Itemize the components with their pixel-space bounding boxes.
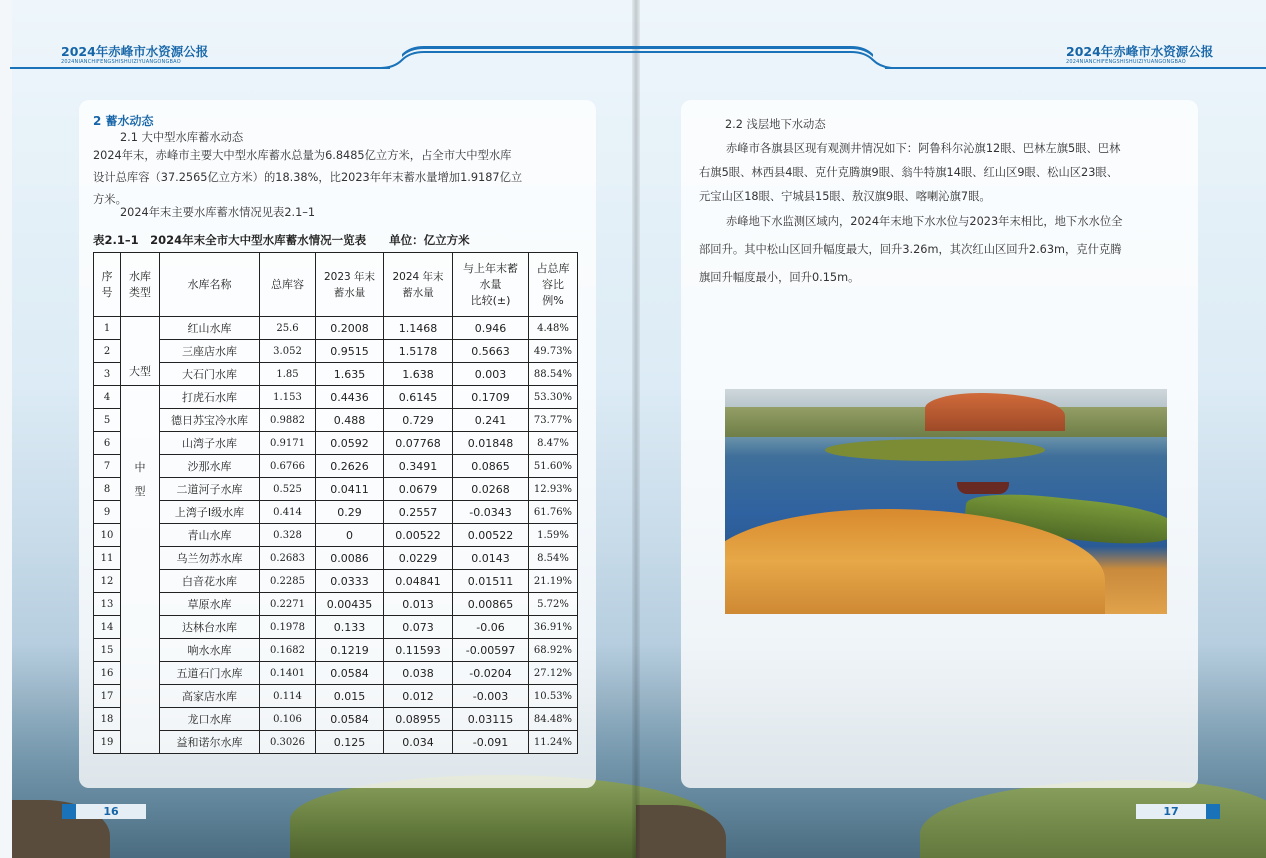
cell-storage-2024: 0.6145	[384, 386, 453, 409]
table-row	[94, 478, 578, 501]
cell-ratio: 8.54%	[529, 547, 578, 570]
cell-storage-2024: 0.04841	[384, 570, 453, 593]
cell-ratio: 36.91%	[529, 616, 578, 639]
cell-storage-2024: 0.729	[384, 409, 453, 432]
table-reference: 2024年末主要水库蓄水情况见表2.1–1	[120, 206, 316, 219]
paragraph-line: 部回升。其中松山区回升幅度最大，回升3.26m，其次红山区回升2.63m，克什克腾	[699, 243, 1122, 256]
header-arc	[380, 44, 895, 74]
paragraph-line: 元宝山区18眼、宁城县15眼、敖汉旗9眼、喀喇沁旗7眼。	[699, 190, 991, 203]
cell-storage-2024: 0.0679	[384, 478, 453, 501]
table-row	[94, 639, 578, 662]
cell-name: 五道石门水库	[160, 662, 260, 685]
subsection-title-2-2: 2.2 浅层地下水动态	[725, 118, 826, 131]
cell-storage-2024: 0.07768	[384, 432, 453, 455]
cell-storage-2023: 0.2626	[316, 455, 384, 478]
table-row	[94, 524, 578, 547]
cell-capacity: 0.1978	[260, 616, 316, 639]
cell-name: 大石门水库	[160, 363, 260, 386]
table-row	[94, 547, 578, 570]
cell-storage-2024: 0.012	[384, 685, 453, 708]
cell-ratio: 27.12%	[529, 662, 578, 685]
cell-name: 草原水库	[160, 593, 260, 616]
cell-capacity: 0.2285	[260, 570, 316, 593]
cell-type-medium	[121, 386, 160, 754]
header-storage-2023: 2023 年末 蓄水量	[316, 253, 384, 317]
cell-change: 0.0268	[453, 478, 529, 501]
cell-storage-2023: 0.4436	[316, 386, 384, 409]
cell-capacity: 1.153	[260, 386, 316, 409]
table-row	[94, 685, 578, 708]
paragraph-line: 2024年末，赤峰市主要大中型水库蓄水总量为6.8485亿立方米，占全市大中型水库	[93, 149, 512, 162]
cell-capacity: 0.114	[260, 685, 316, 708]
cell-storage-2023: 0.2008	[316, 317, 384, 340]
page-number-right: 17	[1136, 804, 1220, 819]
header-seq: 序 号	[94, 253, 121, 317]
cell-storage-2024: 0.3491	[384, 455, 453, 478]
cell-capacity: 0.328	[260, 524, 316, 547]
cell-capacity: 0.2683	[260, 547, 316, 570]
cell-change: -0.00597	[453, 639, 529, 662]
cell-name: 龙口水库	[160, 708, 260, 731]
cell-seq: 19	[94, 731, 121, 754]
cell-capacity: 0.1401	[260, 662, 316, 685]
cell-name: 德日苏宝冷水库	[160, 409, 260, 432]
cell-storage-2024: 0.08955	[384, 708, 453, 731]
cell-seq: 11	[94, 547, 121, 570]
type-medium-char: 中	[134, 461, 146, 474]
cell-storage-2023: 0	[316, 524, 384, 547]
header-capacity: 总库容	[260, 253, 316, 317]
table-caption: 表2.1–1 2024年末全市大中型水库蓄水情况一览表 单位：亿立方米	[93, 233, 470, 247]
cell-change: 0.00522	[453, 524, 529, 547]
table-row	[94, 616, 578, 639]
cell-type-large: 大型	[121, 317, 160, 386]
cell-capacity: 0.3026	[260, 731, 316, 754]
cell-ratio: 51.60%	[529, 455, 578, 478]
cell-seq: 4	[94, 386, 121, 409]
book-gutter	[632, 0, 640, 858]
table-row	[94, 593, 578, 616]
header-ratio: 占总库 容比 例%	[529, 253, 578, 317]
cell-change: 0.1709	[453, 386, 529, 409]
cell-storage-2024: 1.5178	[384, 340, 453, 363]
cell-storage-2024: 0.034	[384, 731, 453, 754]
cell-seq: 14	[94, 616, 121, 639]
cell-name: 打虎石水库	[160, 386, 260, 409]
cell-name: 益和诺尔水库	[160, 731, 260, 754]
cell-seq: 7	[94, 455, 121, 478]
cell-storage-2024: 0.2557	[384, 501, 453, 524]
header-title-right: 2024年赤峰市水资源公报	[1066, 44, 1214, 59]
cell-seq: 6	[94, 432, 121, 455]
cell-ratio: 10.53%	[529, 685, 578, 708]
table-header-row	[94, 253, 578, 317]
cell-name: 乌兰勿苏水库	[160, 547, 260, 570]
cell-storage-2024: 1.638	[384, 363, 453, 386]
reservoir-table	[93, 252, 578, 754]
header-title-left: 2024年赤峰市水资源公报	[61, 44, 209, 59]
cell-storage-2023: 0.0592	[316, 432, 384, 455]
paragraph-line: 右旗5眼、林西县4眼、克什克腾旗9眼、翁牛特旗14眼、红山区9眼、松山区23眼、	[699, 166, 1119, 179]
cell-ratio: 73.77%	[529, 409, 578, 432]
cell-storage-2023: 0.9515	[316, 340, 384, 363]
cell-storage-2023: 0.29	[316, 501, 384, 524]
subsection-title-2-1: 2.1 大中型水库蓄水动态	[120, 131, 244, 144]
cell-name: 青山水库	[160, 524, 260, 547]
cell-change: 0.0143	[453, 547, 529, 570]
cell-seq: 10	[94, 524, 121, 547]
cell-change: 0.5663	[453, 340, 529, 363]
table-row	[94, 317, 578, 340]
cell-storage-2023: 0.125	[316, 731, 384, 754]
cell-capacity: 0.9171	[260, 432, 316, 455]
header-subtitle-right: 2024NIANCHIFENGSHISHUIZIYUANGONGBAO	[1066, 59, 1186, 65]
cell-seq: 16	[94, 662, 121, 685]
cell-name: 二道河子水库	[160, 478, 260, 501]
cell-capacity: 0.106	[260, 708, 316, 731]
cell-ratio: 68.92%	[529, 639, 578, 662]
table-row	[94, 340, 578, 363]
paragraph-line: 设计总库容（37.2565亿立方米）的18.38%，比2023年年末蓄水量增加1.9187亿立	[93, 171, 523, 184]
type-medium-char: 型	[134, 485, 146, 498]
page-number-left: 16	[62, 804, 146, 819]
paragraph-line: 旗回升幅度最小，回升0.15m。	[699, 271, 860, 284]
cell-ratio: 61.76%	[529, 501, 578, 524]
cell-capacity: 1.85	[260, 363, 316, 386]
header-storage-2024: 2024 年末 蓄水量	[384, 253, 453, 317]
photo-island	[825, 439, 1045, 461]
cell-name: 红山水库	[160, 317, 260, 340]
cell-change: 0.01511	[453, 570, 529, 593]
cell-storage-2024: 1.1468	[384, 317, 453, 340]
table-row	[94, 409, 578, 432]
cell-storage-2024: 0.0229	[384, 547, 453, 570]
cell-storage-2023: 0.488	[316, 409, 384, 432]
cell-storage-2023: 0.0584	[316, 662, 384, 685]
cell-change: 0.03115	[453, 708, 529, 731]
cell-seq: 18	[94, 708, 121, 731]
cell-storage-2023: 0.0411	[316, 478, 384, 501]
header-type: 水库 类型	[121, 253, 160, 317]
cell-storage-2023: 0.015	[316, 685, 384, 708]
cell-name: 沙那水库	[160, 455, 260, 478]
cell-change: 0.241	[453, 409, 529, 432]
cell-capacity: 0.1682	[260, 639, 316, 662]
table-row	[94, 363, 578, 386]
paragraph-groundwater	[699, 208, 1194, 292]
cell-storage-2023: 0.0333	[316, 570, 384, 593]
cell-capacity: 0.2271	[260, 593, 316, 616]
cell-change: -0.003	[453, 685, 529, 708]
cell-change: 0.946	[453, 317, 529, 340]
cell-storage-2023: 0.133	[316, 616, 384, 639]
table-row	[94, 570, 578, 593]
cell-storage-2023: 0.00435	[316, 593, 384, 616]
cell-seq: 5	[94, 409, 121, 432]
photo-cliff	[925, 393, 1065, 431]
cell-seq: 3	[94, 363, 121, 386]
cell-change: 0.0865	[453, 455, 529, 478]
table-row	[94, 501, 578, 524]
cell-name: 高家店水库	[160, 685, 260, 708]
cell-ratio: 12.93%	[529, 478, 578, 501]
cell-capacity: 25.6	[260, 317, 316, 340]
paragraph-line: 赤峰地下水监测区域内，2024年末地下水水位与2023年末相比，地下水水位全	[726, 215, 1123, 228]
header-subtitle-left: 2024NIANCHIFENGSHISHUIZIYUANGONGBAO	[61, 59, 181, 65]
table-row	[94, 432, 578, 455]
cell-storage-2024: 0.11593	[384, 639, 453, 662]
cell-name: 山湾子水库	[160, 432, 260, 455]
cell-ratio: 8.47%	[529, 432, 578, 455]
cell-ratio: 5.72%	[529, 593, 578, 616]
photo-boat	[957, 482, 1009, 494]
cell-capacity: 0.525	[260, 478, 316, 501]
cell-capacity: 0.414	[260, 501, 316, 524]
cell-ratio: 21.19%	[529, 570, 578, 593]
cell-name: 三座店水库	[160, 340, 260, 363]
header-name: 水库名称	[160, 253, 260, 317]
cell-storage-2023: 0.0086	[316, 547, 384, 570]
cell-ratio: 11.24%	[529, 731, 578, 754]
cell-change: -0.06	[453, 616, 529, 639]
cell-storage-2024: 0.00522	[384, 524, 453, 547]
cell-ratio: 4.48%	[529, 317, 578, 340]
table-row	[94, 708, 578, 731]
table-row	[94, 386, 578, 409]
cell-name: 达林台水库	[160, 616, 260, 639]
cell-name: 响水水库	[160, 639, 260, 662]
cell-change: 0.01848	[453, 432, 529, 455]
cell-seq: 9	[94, 501, 121, 524]
cell-seq: 2	[94, 340, 121, 363]
header-rule-right	[885, 67, 1266, 69]
cell-capacity: 3.052	[260, 340, 316, 363]
cell-change: -0.0343	[453, 501, 529, 524]
paragraph-line: 方米。	[93, 193, 127, 206]
cell-name: 白音花水库	[160, 570, 260, 593]
header-rule-left	[10, 67, 390, 69]
header-change: 与上年末蓄 水量 比较(±)	[453, 253, 529, 317]
cell-storage-2024: 0.073	[384, 616, 453, 639]
cell-seq: 15	[94, 639, 121, 662]
cell-storage-2024: 0.013	[384, 593, 453, 616]
cell-seq: 12	[94, 570, 121, 593]
cell-capacity: 0.6766	[260, 455, 316, 478]
cell-storage-2024: 0.038	[384, 662, 453, 685]
cell-ratio: 88.54%	[529, 363, 578, 386]
cell-seq: 13	[94, 593, 121, 616]
cell-change: 0.003	[453, 363, 529, 386]
table-row	[94, 731, 578, 754]
cell-ratio: 1.59%	[529, 524, 578, 547]
cell-seq: 1	[94, 317, 121, 340]
lake-landscape-photo	[725, 389, 1167, 614]
cell-change: -0.0204	[453, 662, 529, 685]
cell-storage-2023: 1.635	[316, 363, 384, 386]
cell-seq: 8	[94, 478, 121, 501]
cell-ratio: 49.73%	[529, 340, 578, 363]
paragraph-wells	[699, 137, 1194, 209]
cell-storage-2023: 0.0584	[316, 708, 384, 731]
cell-storage-2023: 0.1219	[316, 639, 384, 662]
cell-change: -0.091	[453, 731, 529, 754]
cell-capacity: 0.9882	[260, 409, 316, 432]
page-edge	[0, 0, 12, 858]
table-row	[94, 662, 578, 685]
section-title: 2 蓄水动态	[93, 114, 154, 128]
cell-ratio: 84.48%	[529, 708, 578, 731]
cell-name: 上湾子Ⅰ级水库	[160, 501, 260, 524]
table-row	[94, 455, 578, 478]
cell-seq: 17	[94, 685, 121, 708]
cell-change: 0.00865	[453, 593, 529, 616]
paragraph-line: 赤峰市各旗县区现有观测井情况如下：阿鲁科尔沁旗12眼、巴林左旗5眼、巴林	[726, 142, 1121, 155]
cell-ratio: 53.30%	[529, 386, 578, 409]
